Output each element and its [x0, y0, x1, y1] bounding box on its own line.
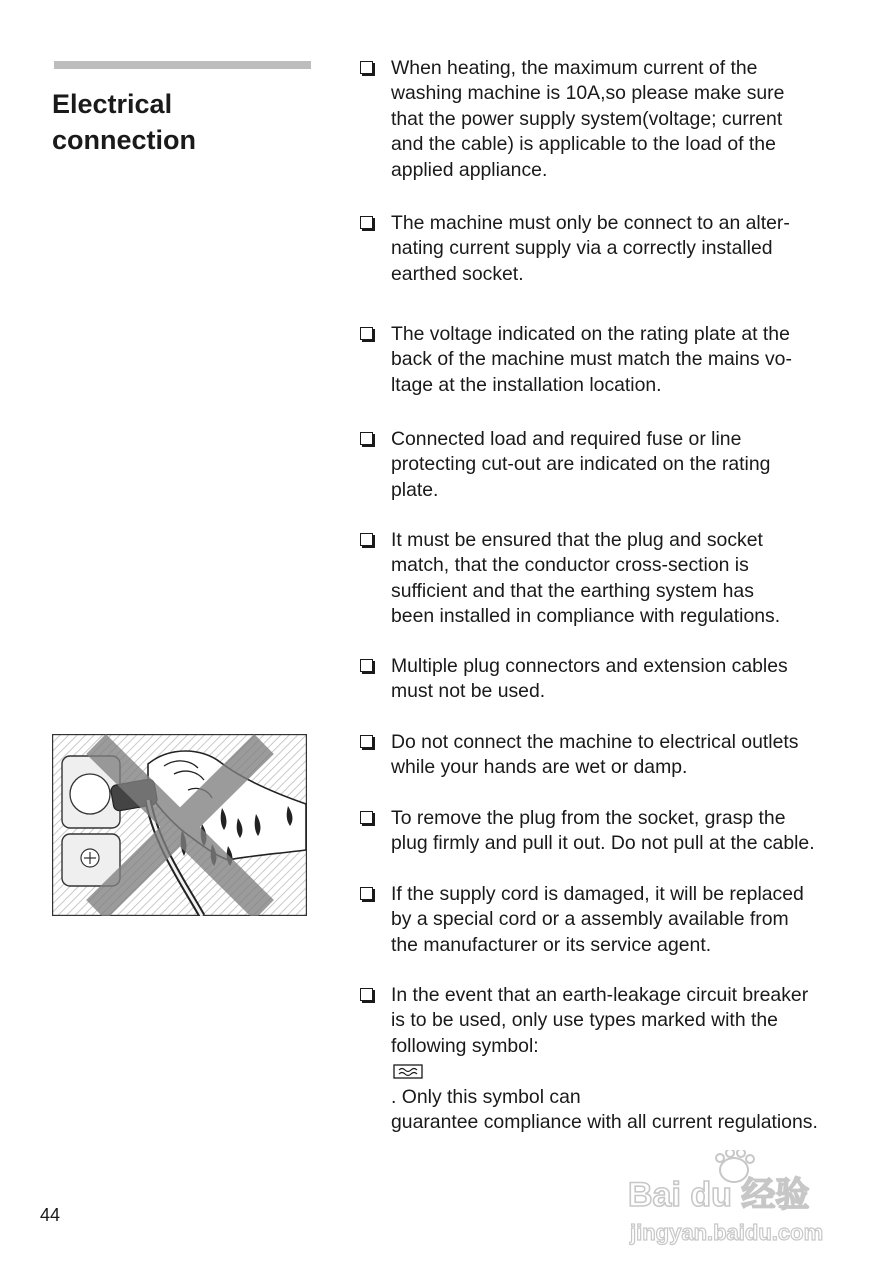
checkbox-bullet-icon [360, 327, 373, 340]
item-line: plug firmly and pull it out. Do not pull at the cable. [391, 832, 815, 855]
item-line: match, that the conductor cross-section is [391, 554, 749, 577]
list-item [358, 806, 848, 857]
list-item [358, 983, 848, 1135]
list-item [358, 427, 848, 503]
list-item [358, 730, 848, 781]
item-line: plate. [391, 478, 439, 501]
item-line [391, 1034, 848, 1110]
checkbox-bullet-icon [360, 988, 373, 1001]
item-line: If the supply cord is damaged, it will be replaced [391, 883, 804, 905]
list-item [358, 211, 848, 287]
item-line: guarantee compliance with all current regulations. [391, 1111, 818, 1134]
item-line: nating current supply via a correctly installed [391, 237, 773, 260]
svg-text:jingyan.baidu.com: jingyan.baidu.com [630, 1220, 824, 1245]
item-line: The voltage indicated on the rating plate at the [391, 323, 790, 345]
item-line: and the cable) is applicable to the load of the [391, 133, 776, 156]
item-line: It must be ensured that the plug and socket [391, 529, 763, 551]
item-line-fragment: following symbol: [391, 1034, 539, 1057]
section-title [52, 86, 312, 158]
list-item [358, 882, 848, 958]
checkbox-bullet-icon [360, 659, 373, 672]
item-line: earthed socket. [391, 262, 524, 285]
item-line: Connected load and required fuse or line [391, 428, 742, 450]
section-title-line: Electrical [52, 89, 173, 119]
page-number: 44 [40, 1205, 61, 1225]
item-line: When heating, the maximum current of the [391, 57, 758, 79]
svg-text:Bai du 经验: Bai du 经验 [628, 1176, 810, 1214]
item-line: sufficient and that the earthing system has [391, 579, 754, 602]
checkbox-bullet-icon [360, 735, 373, 748]
item-line: while your hands are wet or damp. [391, 756, 688, 779]
list-item [358, 528, 848, 630]
item-line-fragment: . Only this symbol can [391, 1085, 581, 1108]
item-line: Do not connect the machine to electrical outlets [391, 731, 799, 753]
item-line: must not be used. [391, 680, 546, 703]
list-item [358, 56, 848, 183]
item-line: that the power supply system(voltage; current [391, 107, 783, 130]
item-line: ltage at the installation location. [391, 373, 662, 396]
item-line: washing machine is 10A,so please make sure [391, 82, 785, 105]
checkbox-bullet-icon [360, 432, 373, 445]
warning-illustration [52, 734, 307, 916]
item-line: by a special cord or a assembly available from [391, 908, 789, 931]
rcd-symbol-icon [393, 1064, 423, 1079]
item-line: is to be used, only use types marked with the [391, 1009, 778, 1032]
baidu-jingyan-watermark [628, 1150, 838, 1250]
item-line: The machine must only be connect to an alter- [391, 212, 790, 234]
checkbox-bullet-icon [360, 887, 373, 900]
item-line: To remove the plug from the socket, grasp the [391, 807, 786, 829]
checkbox-bullet-icon [360, 811, 373, 824]
checkbox-bullet-icon [360, 61, 373, 74]
item-line: been installed in compliance with regulations. [391, 605, 781, 628]
section-rule [54, 61, 311, 69]
list-item [358, 654, 848, 705]
section-title-line: connection [52, 125, 197, 155]
item-line: Multiple plug connectors and extension cables [391, 655, 788, 677]
item-line: In the event that an earth-leakage circuit breaker [391, 984, 809, 1006]
checkbox-bullet-icon [360, 216, 373, 229]
item-line: back of the machine must match the mains vo- [391, 348, 792, 371]
checkbox-bullet-icon [360, 533, 373, 546]
item-line: the manufacturer or its service agent. [391, 933, 712, 956]
list-item [358, 322, 848, 398]
item-line: applied appliance. [391, 158, 548, 181]
item-line: protecting cut-out are indicated on the rating [391, 453, 771, 476]
